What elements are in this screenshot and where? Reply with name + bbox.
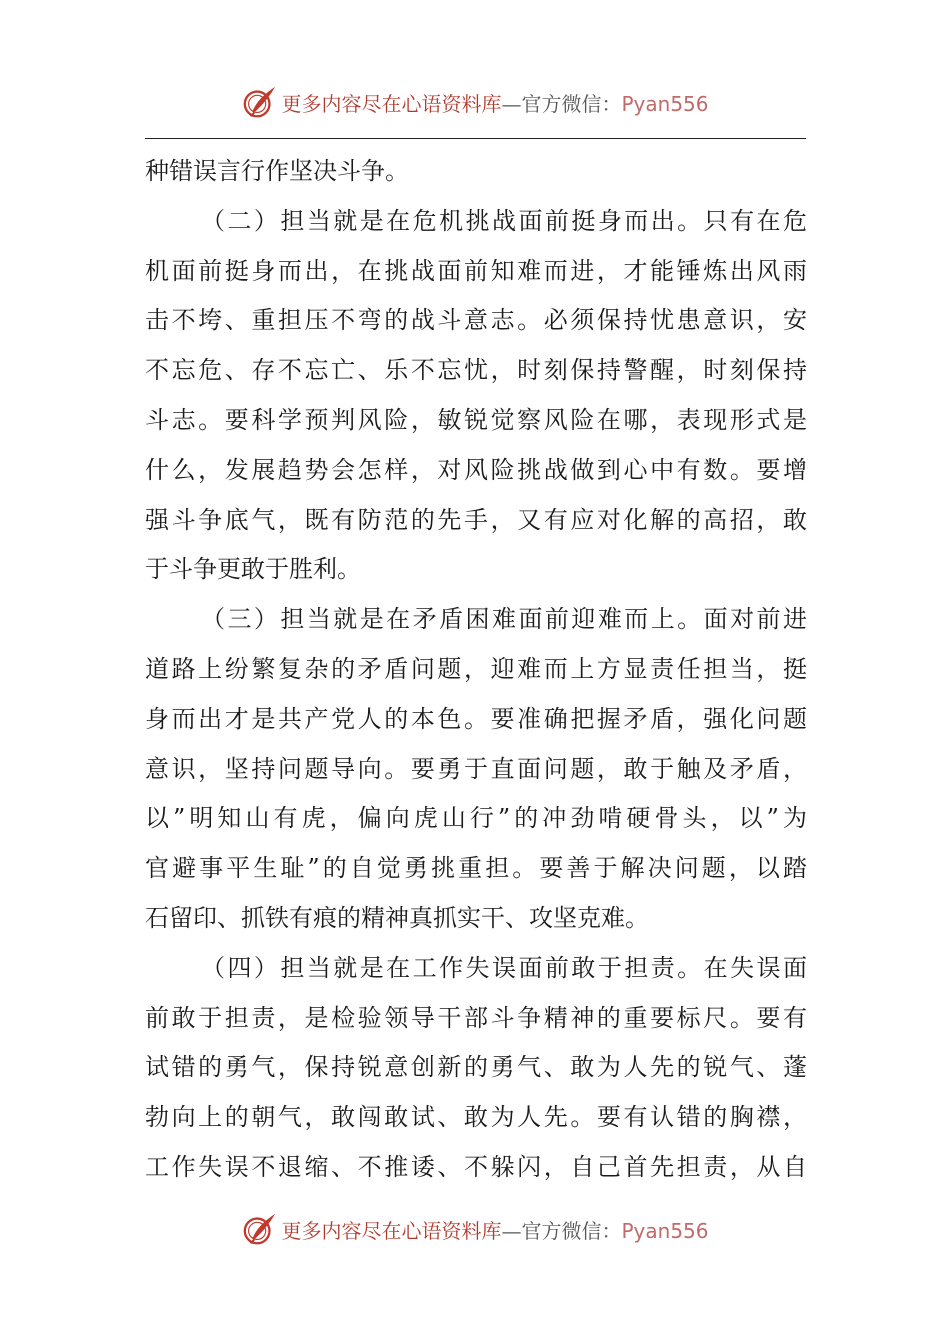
quill-logo-icon	[241, 1210, 279, 1248]
text-line: 道路上纷繁复杂的矛盾问题，迎难而上方显责任担当，挺	[145, 654, 807, 683]
text-line: 身而出才是共产党人的本色。要准确把握矛盾，强化问题	[145, 704, 807, 733]
text-line: 试错的勇气，保持锐意创新的勇气、敢为人先的锐气、蓬	[145, 1053, 807, 1082]
text-line: 工作失误不退缩、不推诿、不躲闪，自己首先担责，从自	[145, 1152, 807, 1181]
text-line: 意识，坚持问题导向。要勇于直面问题，敢于触及矛盾，	[145, 754, 807, 783]
text-line: 击不垮、重担压不弯的战斗意志。必须保持忧患意识，安	[145, 306, 807, 335]
text-line: （二）担当就是在危机挑战面前挺身而出。只有在危	[201, 206, 807, 235]
document-body	[145, 147, 807, 1193]
header-banner-text	[281, 88, 708, 117]
header-brand: 更多内容尽在心语资料库	[281, 91, 502, 116]
footer-separator: —	[501, 1218, 522, 1243]
text-line: 斗志。要科学预判风险，敏锐觉察风险在哪，表现形式是	[145, 405, 807, 434]
text-line: （三）担当就是在矛盾困难面前迎难而上。面对前进	[201, 605, 807, 634]
header-divider	[145, 138, 806, 139]
text-line: 官避事平生耻”的自觉勇挑重担。要善于解决问题，以踏	[145, 854, 807, 883]
text-line: 前敢于担责，是检验领导干部斗争精神的重要标尺。要有	[145, 1003, 807, 1032]
header-banner	[0, 80, 950, 124]
text-line: 强斗争底气，既有防范的先手，又有应对化解的高招，敢	[145, 505, 807, 534]
header-wechat-id: Pyan556	[621, 91, 709, 116]
text-line: 不忘危、存不忘亡、乐不忘忧，时刻保持警醒，时刻保持	[145, 356, 807, 385]
text-line: （四）担当就是在工作失误面前敢于担责。在失误面	[201, 953, 807, 982]
text-line: 种错误言行作坚决斗争。	[145, 157, 409, 185]
header-wechat-label: 官方微信：	[521, 91, 622, 116]
footer-brand: 更多内容尽在心语资料库	[281, 1218, 502, 1243]
text-line: 勃向上的朝气，敢闯敢试、敢为人先。要有认错的胸襟，	[145, 1103, 807, 1132]
header-separator: —	[501, 91, 522, 116]
footer-wechat-id: Pyan556	[621, 1218, 709, 1243]
text-line: 于斗争更敢于胜利。	[145, 555, 361, 584]
footer-wechat-label: 官方微信：	[521, 1218, 622, 1243]
footer-banner	[0, 1207, 950, 1251]
text-line: 石留印、抓铁有痕的精神真抓实干、攻坚克难。	[145, 903, 649, 932]
text-line: 机面前挺身而出，在挑战面前知难而进，才能锤炼出风雨	[145, 256, 807, 285]
text-line: 以”明知山有虎，偏向虎山行”的冲劲啃硬骨头，以”为	[145, 804, 807, 833]
quill-logo-icon	[241, 83, 279, 121]
text-line: 什么，发展趋势会怎样，对风险挑战做到心中有数。要增	[145, 455, 807, 484]
footer-banner-text	[281, 1215, 708, 1244]
